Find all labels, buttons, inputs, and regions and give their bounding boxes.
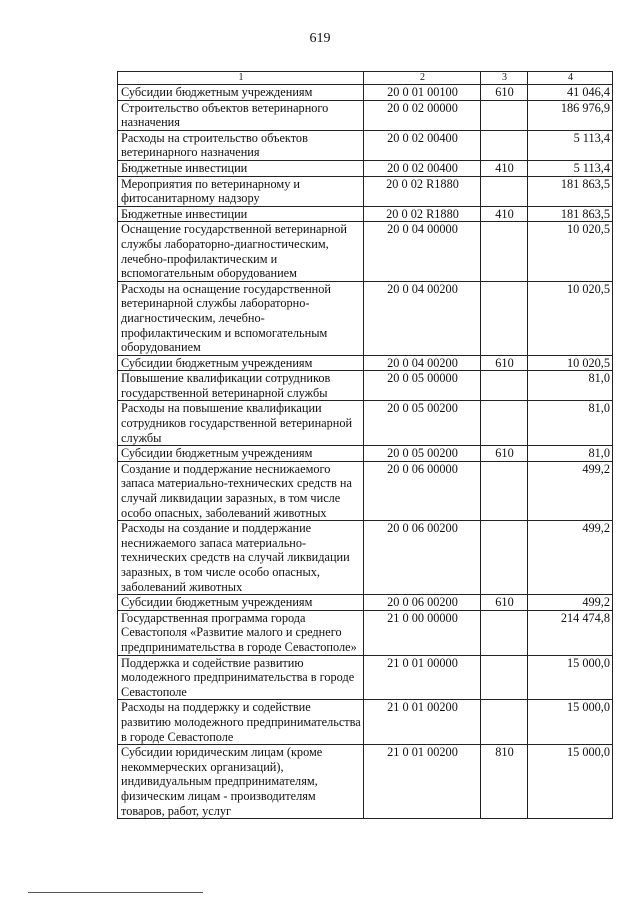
- row-code: 20 0 06 00000: [364, 461, 481, 520]
- row-type: [481, 281, 528, 355]
- budget-table: [117, 71, 613, 819]
- table-row: [118, 355, 613, 371]
- row-name: Повышение квалификации сотрудников государственной ветеринарной службы: [118, 371, 364, 401]
- column-header-code: 2: [364, 72, 481, 85]
- row-code: 20 0 02 00400: [364, 160, 481, 176]
- row-type: [481, 700, 528, 745]
- row-type: [481, 655, 528, 700]
- row-type: [481, 610, 528, 655]
- row-amount: 5 113,4: [528, 160, 613, 176]
- row-code: 20 0 02 00400: [364, 130, 481, 160]
- row-amount: 15 000,0: [528, 745, 613, 819]
- row-amount: 81,0: [528, 401, 613, 446]
- table-row: [118, 100, 613, 130]
- row-amount: 15 000,0: [528, 700, 613, 745]
- table-row: [118, 521, 613, 595]
- column-header-type: 3: [481, 72, 528, 85]
- row-name: Субсидии бюджетным учреждениям: [118, 446, 364, 462]
- row-amount: 181 863,5: [528, 206, 613, 222]
- row-type: 610: [481, 446, 528, 462]
- row-code: 20 0 06 00200: [364, 521, 481, 595]
- row-code: 20 0 04 00200: [364, 281, 481, 355]
- row-amount: 499,2: [528, 461, 613, 520]
- table-row: [118, 371, 613, 401]
- row-amount: 41 046,4: [528, 85, 613, 101]
- row-type: [481, 130, 528, 160]
- footer-divider: [28, 892, 203, 893]
- table-row: [118, 222, 613, 281]
- row-type: [481, 100, 528, 130]
- table-row: [118, 130, 613, 160]
- row-type: [481, 176, 528, 206]
- row-type: [481, 371, 528, 401]
- row-code: 21 0 01 00000: [364, 655, 481, 700]
- row-name: Субсидии юридическим лицам (кроме некоммерческих организаций), индивидуальным предпринимателям, физическим лицам - производителям товаров, работ, услуг: [118, 745, 364, 819]
- row-type: [481, 401, 528, 446]
- row-type: 610: [481, 355, 528, 371]
- row-code: 21 0 01 00200: [364, 700, 481, 745]
- row-type: 410: [481, 206, 528, 222]
- row-name: Бюджетные инвестиции: [118, 206, 364, 222]
- row-amount: 10 020,5: [528, 222, 613, 281]
- row-amount: 10 020,5: [528, 355, 613, 371]
- row-code: 20 0 02 R1880: [364, 176, 481, 206]
- row-type: [481, 222, 528, 281]
- table-row: [118, 595, 613, 611]
- row-name: Строительство объектов ветеринарного назначения: [118, 100, 364, 130]
- row-type: 410: [481, 160, 528, 176]
- row-amount: 81,0: [528, 371, 613, 401]
- page-number: 619: [309, 31, 331, 46]
- row-name: Создание и поддержание неснижаемого запаса материально-технических средств на случай ликвидации заразных, в том числе особо опасных, заболеваний животных: [118, 461, 364, 520]
- row-code: 21 0 01 00200: [364, 745, 481, 819]
- row-code: 20 0 06 00200: [364, 595, 481, 611]
- column-header-name: 1: [118, 72, 364, 85]
- row-code: 20 0 01 00100: [364, 85, 481, 101]
- row-name: Расходы на поддержку и содействие развитию молодежного предпринимательства в городе Севастополе: [118, 700, 364, 745]
- row-code: 20 0 04 00200: [364, 355, 481, 371]
- row-amount: 181 863,5: [528, 176, 613, 206]
- table-row: [118, 281, 613, 355]
- table-row: [118, 401, 613, 446]
- row-name: Государственная программа города Севастополя «Развитие малого и среднего предпринимательства в городе Севастополе»: [118, 610, 364, 655]
- table-row: [118, 745, 613, 819]
- table-header-row: [118, 72, 613, 85]
- table-row: [118, 85, 613, 101]
- column-header-amount: 4: [528, 72, 613, 85]
- row-name: Расходы на создание и поддержание неснижаемого запаса материально-технических средств на случай ликвидации заразных, в том числе особо опасных, заболеваний животных: [118, 521, 364, 595]
- row-name: Оснащение государственной ветеринарной службы лабораторно-диагностическим, лечебно-профилактическим и вспомогательным оборудованием: [118, 222, 364, 281]
- row-code: 20 0 05 00000: [364, 371, 481, 401]
- row-name: Поддержка и содействие развитию молодежного предпринимательства в городе Севастополе: [118, 655, 364, 700]
- table-row: [118, 655, 613, 700]
- row-amount: 15 000,0: [528, 655, 613, 700]
- row-type: 610: [481, 595, 528, 611]
- row-amount: 499,2: [528, 521, 613, 595]
- table-row: [118, 461, 613, 520]
- row-amount: 214 474,8: [528, 610, 613, 655]
- row-code: 21 0 00 00000: [364, 610, 481, 655]
- row-code: 20 0 05 00200: [364, 401, 481, 446]
- table-row: [118, 160, 613, 176]
- row-name: Субсидии бюджетным учреждениям: [118, 355, 364, 371]
- row-name: Бюджетные инвестиции: [118, 160, 364, 176]
- row-code: 20 0 02 R1880: [364, 206, 481, 222]
- row-type: 610: [481, 85, 528, 101]
- row-name: Расходы на оснащение государственной ветеринарной службы лабораторно-диагностическим, лечебно-профилактическим и вспомогательным оборудованием: [118, 281, 364, 355]
- row-name: Субсидии бюджетным учреждениям: [118, 85, 364, 101]
- table-row: [118, 446, 613, 462]
- row-name: Мероприятия по ветеринарному и фитосанитарному надзору: [118, 176, 364, 206]
- row-name: Расходы на строительство объектов ветеринарного назначения: [118, 130, 364, 160]
- row-code: 20 0 02 00000: [364, 100, 481, 130]
- table-row: [118, 176, 613, 206]
- row-name: Субсидии бюджетным учреждениям: [118, 595, 364, 611]
- row-code: 20 0 04 00000: [364, 222, 481, 281]
- row-code: 20 0 05 00200: [364, 446, 481, 462]
- row-name: Расходы на повышение квалификации сотрудников государственной ветеринарной службы: [118, 401, 364, 446]
- row-amount: 186 976,9: [528, 100, 613, 130]
- table-row: [118, 700, 613, 745]
- row-type: [481, 521, 528, 595]
- row-amount: 499,2: [528, 595, 613, 611]
- row-type: 810: [481, 745, 528, 819]
- row-amount: 10 020,5: [528, 281, 613, 355]
- row-amount: 5 113,4: [528, 130, 613, 160]
- table-row: [118, 206, 613, 222]
- table-row: [118, 610, 613, 655]
- row-amount: 81,0: [528, 446, 613, 462]
- row-type: [481, 461, 528, 520]
